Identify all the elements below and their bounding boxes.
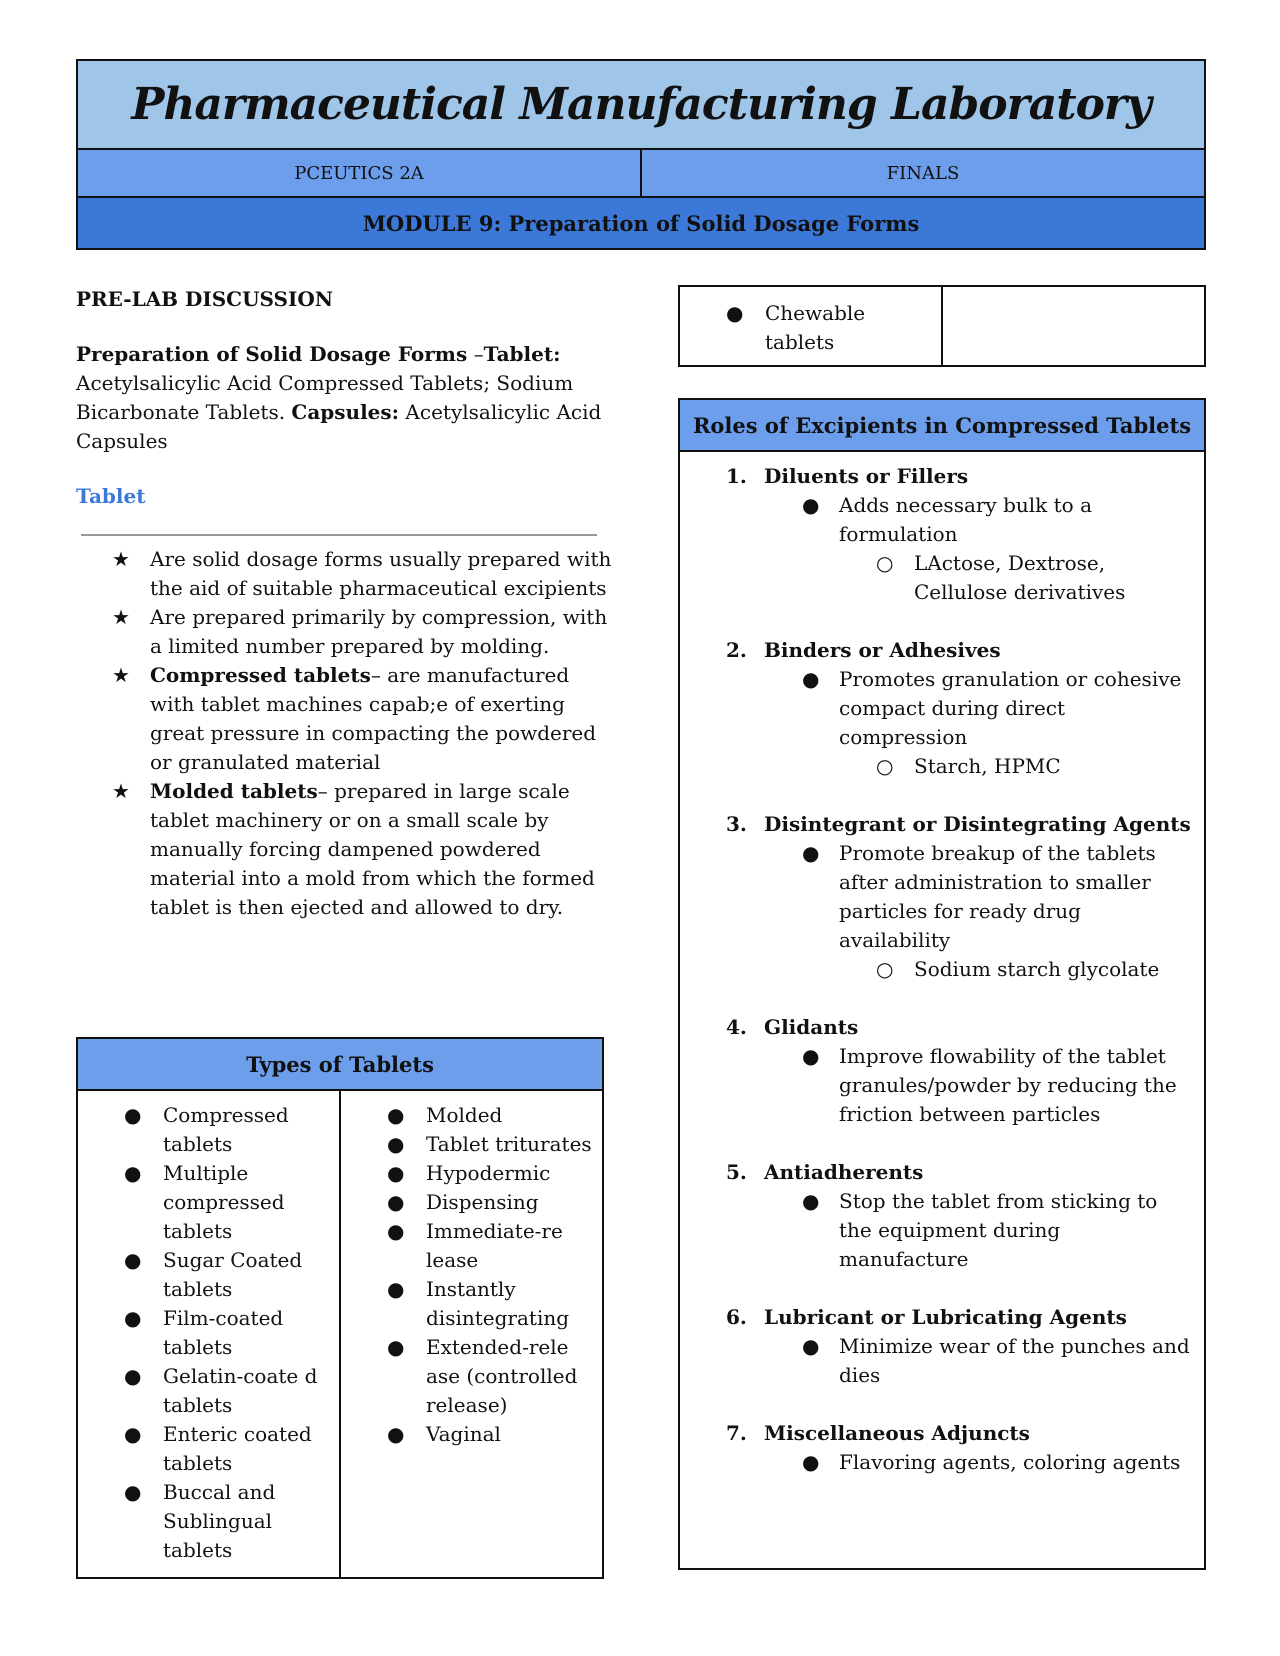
role-description xyxy=(764,1187,1204,1274)
list-item xyxy=(680,299,941,357)
list-item xyxy=(76,603,616,661)
item-text: Immediate-re lease xyxy=(426,1219,563,1272)
role-title: Binders or Adhesives xyxy=(764,638,1001,662)
item-term: Molded tablets xyxy=(150,779,318,803)
bullet-icon: ● xyxy=(802,667,820,691)
types-column-2 xyxy=(340,1090,603,1578)
bullet-icon: ● xyxy=(802,493,820,517)
excipient-role xyxy=(680,1158,1204,1274)
types-column-1 xyxy=(77,1090,340,1578)
description-text: Stop the tablet from sticking to the equipment during manufacture xyxy=(839,1189,1158,1271)
list-item xyxy=(76,545,616,603)
prep-text: Acetylsalicylic Acid Compressed Tablets; Sodium Bicarbonate Tablets. xyxy=(76,371,574,424)
role-description xyxy=(764,1448,1204,1477)
circle-bullet-icon: ○ xyxy=(876,754,894,778)
prep-paragraph xyxy=(76,340,606,456)
description-text: Improve flowability of the tablet granules/powder by reducing the friction between particles xyxy=(839,1044,1177,1126)
bullet-icon: ● xyxy=(387,1219,405,1243)
bullet-icon: ● xyxy=(802,1044,820,1068)
role-number: 5. xyxy=(726,1160,747,1184)
bullet-icon: ● xyxy=(802,1450,820,1474)
item-text: Molded xyxy=(426,1103,503,1127)
item-term: Compressed tablets xyxy=(150,663,371,687)
excipient-role xyxy=(680,1303,1204,1390)
list-item xyxy=(76,777,616,922)
excipient-roles-table xyxy=(678,398,1206,1570)
module-title: MODULE 9: Preparation of Solid Dosage Forms xyxy=(78,198,1204,248)
role-title: Miscellaneous Adjuncts xyxy=(764,1421,1030,1445)
excipient-role xyxy=(680,1419,1204,1477)
prep-dash: – xyxy=(467,342,484,366)
role-number: 1. xyxy=(726,464,747,488)
header-table xyxy=(76,59,1206,250)
list-item xyxy=(76,661,616,777)
description-text: Minimize wear of the punches and dies xyxy=(839,1334,1190,1387)
role-number: 7. xyxy=(726,1421,747,1445)
bullet-icon: ● xyxy=(387,1422,405,1446)
example-text: LActose, Dextrose, Cellulose derivatives xyxy=(914,551,1126,604)
bullet-icon: ● xyxy=(387,1277,405,1301)
role-example xyxy=(764,955,1196,984)
role-title: Diluents or Fillers xyxy=(764,464,969,488)
list-item xyxy=(78,1159,339,1246)
prelab-section xyxy=(76,285,606,511)
bullet-icon: ● xyxy=(387,1335,405,1359)
prep-bold: Preparation of Solid Dosage Forms xyxy=(76,342,468,366)
types-of-tablets-table xyxy=(76,1037,604,1579)
description-text: Adds necessary bulk to a formulation xyxy=(839,493,1093,546)
example-text: Starch, HPMC xyxy=(914,754,1061,778)
role-description xyxy=(764,665,1204,781)
description-text: Promote breakup of the tablets after administration to smaller particles for ready drug availability xyxy=(839,841,1156,952)
item-text: Hypodermic xyxy=(426,1161,551,1185)
bullet-icon: ● xyxy=(802,841,820,865)
item-text: Buccal and Sublingual tablets xyxy=(163,1480,276,1562)
bullet-icon: ● xyxy=(387,1132,405,1156)
star-icon: ★ xyxy=(112,779,130,803)
role-description xyxy=(764,1332,1204,1390)
item-text: Sugar Coated tablets xyxy=(163,1248,303,1301)
role-example xyxy=(764,549,1196,607)
role-example xyxy=(764,752,1196,781)
document-title: Pharmaceutical Manufacturing Laboratory xyxy=(78,61,1204,150)
star-icon: ★ xyxy=(112,663,130,687)
list-item xyxy=(341,1130,602,1159)
role-number: 3. xyxy=(726,812,747,836)
bullet-icon: ● xyxy=(387,1103,405,1127)
item-text: Are solid dosage forms usually prepared with the aid of suitable pharmaceutical excipients xyxy=(150,547,612,600)
item-text: Multiple compressed tablets xyxy=(163,1161,285,1243)
bullet-icon: ● xyxy=(124,1364,142,1388)
role-title: Lubricant or Lubricating Agents xyxy=(764,1305,1127,1329)
role-number: 2. xyxy=(726,638,747,662)
bullet-icon: ● xyxy=(124,1161,142,1185)
circle-bullet-icon: ○ xyxy=(876,957,894,981)
divider xyxy=(81,534,597,536)
prep-tablet-label: Tablet: xyxy=(483,342,561,366)
list-item xyxy=(78,1362,339,1420)
item-text: Gelatin-coate d tablets xyxy=(163,1364,318,1417)
role-title: Glidants xyxy=(764,1015,859,1039)
role-description xyxy=(764,839,1204,984)
bullet-icon: ● xyxy=(124,1103,142,1127)
list-item xyxy=(78,1304,339,1362)
types-column-1-cont xyxy=(680,287,941,365)
excipient-role xyxy=(680,462,1204,607)
types-column-2-cont xyxy=(941,287,1204,365)
role-title: Disintegrant or Disintegrating Agents xyxy=(764,812,1191,836)
item-text: – are manufactured with tablet machines capab;e of exerting great pressure in compacting the powdered or granulated material xyxy=(150,663,597,774)
list-item xyxy=(78,1478,339,1565)
role-number: 6. xyxy=(726,1305,747,1329)
bullet-icon: ● xyxy=(124,1306,142,1330)
course-code: PCEUTICS 2A xyxy=(78,150,642,196)
role-description xyxy=(764,491,1204,607)
list-item xyxy=(78,1420,339,1478)
item-text: Enteric coated tablets xyxy=(163,1422,312,1475)
item-text: Dispensing xyxy=(426,1190,539,1214)
bullet-icon: ● xyxy=(387,1161,405,1185)
term-label: FINALS xyxy=(886,162,960,184)
section-title: PRE-LAB DISCUSSION xyxy=(76,287,334,311)
prep-text-2: Acetylsalicylic Acid Capsules xyxy=(76,400,602,453)
item-text: Vaginal xyxy=(426,1422,501,1446)
bullet-icon: ● xyxy=(124,1248,142,1272)
bullet-icon: ● xyxy=(802,1189,820,1213)
list-item xyxy=(341,1333,602,1420)
bullet-icon: ● xyxy=(726,301,744,325)
list-item xyxy=(341,1275,602,1333)
excipient-role xyxy=(680,1013,1204,1129)
table-header: Roles of Excipients in Compressed Tablets xyxy=(680,400,1204,452)
item-text: Tablet triturates xyxy=(426,1132,592,1156)
types-table-continued xyxy=(678,285,1206,367)
list-item xyxy=(341,1420,602,1449)
role-description xyxy=(764,1042,1204,1129)
excipient-role xyxy=(680,810,1204,984)
excipient-role xyxy=(680,636,1204,781)
description-text: Promotes granulation or cohesive compact during direct compression xyxy=(839,667,1182,749)
list-item xyxy=(341,1159,602,1188)
list-item xyxy=(78,1246,339,1304)
item-text: Extended-rele ase (controlled release) xyxy=(426,1335,578,1417)
list-item xyxy=(78,1101,339,1159)
item-text: – prepared in large scale tablet machinery or on a small scale by manually forcing dampened powdered material into a mold from which the formed tablet is then ejected and allowed to dry. xyxy=(150,779,595,919)
list-item xyxy=(341,1217,602,1275)
tablet-heading: Tablet xyxy=(76,484,146,508)
example-text: Sodium starch glycolate xyxy=(914,957,1160,981)
circle-bullet-icon: ○ xyxy=(876,551,894,575)
bullet-icon: ● xyxy=(387,1190,405,1214)
list-item xyxy=(341,1188,602,1217)
prep-capsules-label: Capsules: xyxy=(291,400,400,424)
bullet-icon: ● xyxy=(124,1480,142,1504)
role-number: 4. xyxy=(726,1015,747,1039)
bullet-icon: ● xyxy=(124,1422,142,1446)
role-title: Antiadherents xyxy=(764,1160,924,1184)
item-text: Instantly disintegrating xyxy=(426,1277,570,1330)
tablet-facts-list xyxy=(76,545,616,922)
item-text: Film-coated tablets xyxy=(163,1306,284,1359)
star-icon: ★ xyxy=(112,605,130,629)
item-text: Compressed tablets xyxy=(163,1103,289,1156)
bullet-icon: ● xyxy=(802,1334,820,1358)
item-text: Are prepared primarily by compression, with a limited number prepared by molding. xyxy=(150,605,608,658)
table-header: Types of Tablets xyxy=(77,1038,603,1090)
star-icon: ★ xyxy=(112,547,130,571)
item-text: Chewable tablets xyxy=(765,301,866,354)
description-text: Flavoring agents, coloring agents xyxy=(839,1450,1181,1474)
list-item xyxy=(341,1101,602,1130)
